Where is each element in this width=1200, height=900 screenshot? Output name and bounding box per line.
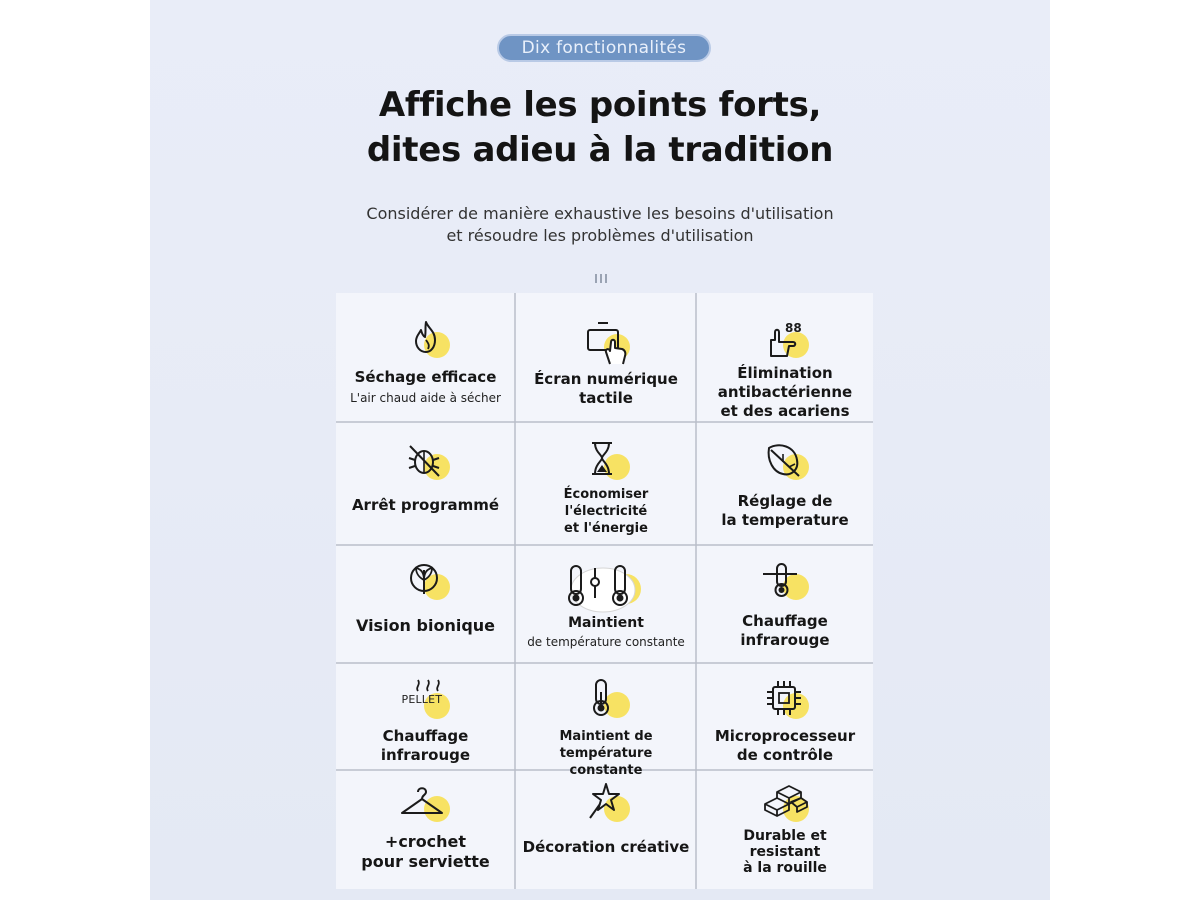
subtitle-line-2: et résoudre les problèmes d'utilisation	[446, 226, 754, 245]
feature-cell-touchscreen	[516, 318, 696, 408]
hanger-icon	[398, 780, 454, 826]
feature-label: Vision bionique	[355, 616, 496, 635]
feature-cell-constant-temp	[516, 558, 696, 650]
feature-cell-energy	[516, 438, 696, 537]
bricks-icon	[757, 780, 813, 826]
feature-label: Élimination	[737, 364, 833, 382]
feature-label: constante	[569, 763, 643, 778]
feature-label: tactile	[579, 389, 633, 407]
feature-cell-infrared-heating-a	[697, 558, 873, 650]
sprout-icon	[398, 558, 454, 604]
feature-sublabel: L'air chaud aide à sécher	[350, 391, 501, 405]
subtitle-line-1: Considérer de manière exhaustive les besoins d'utilisation	[366, 204, 834, 223]
feature-label: Arrêt programmé	[351, 496, 500, 514]
feature-label: pour serviette	[361, 852, 490, 871]
feature-label: Chauffage infrarouge	[380, 727, 471, 764]
feature-label: Maintient	[568, 615, 644, 631]
feature-label: Chauffage	[742, 612, 828, 630]
feature-label: de contrôle	[736, 746, 834, 764]
feature-label: infrarouge	[740, 631, 830, 649]
feature-label: Décoration créative	[522, 838, 690, 856]
title-line-2: dites adieu à la tradition	[366, 130, 834, 170]
pellet-icon	[398, 677, 454, 723]
feature-label: Microprocesseur	[714, 727, 856, 745]
feature-label: Séchage efficace	[354, 368, 497, 386]
feature-label: l'électricité	[564, 504, 648, 519]
chip-icon	[757, 677, 813, 723]
feature-label: à la rouille	[743, 860, 827, 876]
hand-88-icon	[757, 316, 813, 362]
touchscreen-icon	[578, 318, 634, 364]
page-subtitle	[300, 203, 900, 247]
feature-cell-temperature-setting	[697, 438, 873, 530]
feature-cell-bionic-vision	[336, 558, 515, 635]
section-badge: Dix fonctionnalités	[497, 34, 711, 62]
svg-text:88: 88	[785, 321, 802, 335]
bug-crossed-icon	[398, 438, 454, 484]
feature-cell-creative-decoration	[516, 780, 696, 857]
page-title	[300, 83, 900, 173]
feature-label: Économiser	[563, 487, 649, 502]
leaf-icon	[757, 438, 813, 484]
feature-cell-infrared-heating-b	[336, 677, 515, 765]
flame-icon	[398, 316, 454, 362]
feature-label: Écran numérique	[534, 370, 678, 388]
feature-label: la temperature	[721, 511, 849, 529]
feature-label: Maintient de température	[559, 729, 653, 761]
pellet-text: PELLET	[401, 693, 443, 706]
feature-cell-drying	[336, 316, 515, 406]
star-wand-icon	[578, 780, 634, 826]
feature-label: resistant	[749, 844, 821, 860]
feature-label: +crochet	[384, 832, 467, 851]
hourglass-icon	[578, 438, 634, 484]
thermometers-icon	[561, 558, 651, 614]
feature-label: et des acariens	[720, 402, 850, 420]
feature-sublabel: de température constante	[527, 635, 685, 649]
feature-label: Durable et	[743, 828, 827, 844]
feature-label: et l'énergie	[564, 521, 648, 536]
feature-cell-towel-hook	[336, 780, 515, 872]
thermometer-icon	[578, 676, 634, 722]
feature-cell-constant-temp-b	[516, 676, 696, 779]
feature-label: antibactérienne	[717, 383, 853, 401]
feature-cell-timer	[336, 438, 515, 515]
feature-cell-durable	[697, 780, 873, 876]
title-line-1: Affiche les points forts,	[378, 85, 822, 125]
thermometer-heat-icon	[757, 558, 813, 604]
feature-cell-microprocessor	[697, 677, 873, 765]
feature-cell-antibacterial	[697, 316, 873, 421]
divider-dots	[595, 268, 617, 278]
feature-label: Réglage de	[737, 492, 833, 510]
